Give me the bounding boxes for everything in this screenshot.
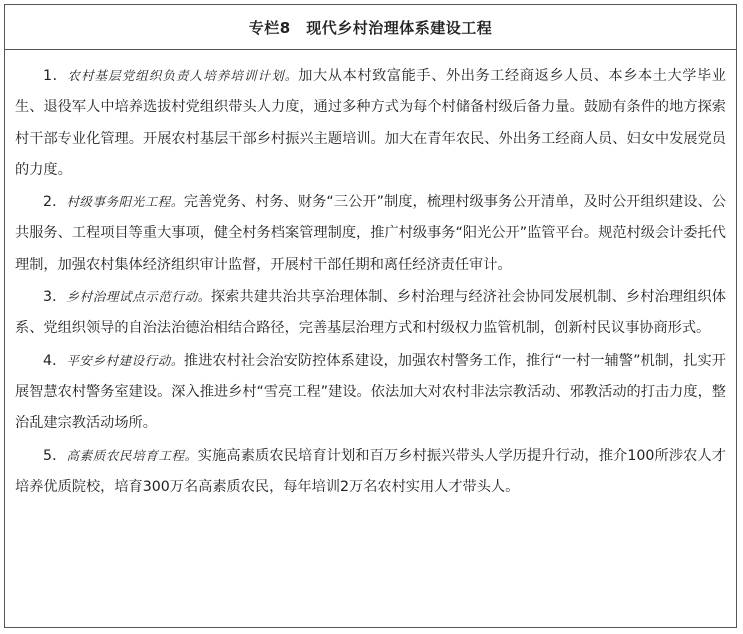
item-body: 加大从本村致富能手、外出务工经商返乡人员、本乡本土大学毕业生、退役军人中培养选拔村党组织带头人力度，通过多种方式为每个村储备村级后备力量。鼓励有条件的地方探索村干部专业化管理。开展农村基层干部乡村振兴主题培训。加大在青年农民、外出务工经商人员、妇女中发展党员的力度。 — [15, 68, 726, 178]
content — [5, 50, 736, 503]
item-number: 1． — [43, 68, 68, 84]
item-heading: 乡村治理试点示范行动。 — [66, 289, 211, 305]
item-body: 推进农村社会治安防控体系建设，加强农村警务工作，推行“一村一辅警”机制，扎实开展智慧农村警务室建设。深入推进乡村“雪亮工程”建设。依法加大对农村非法宗教活动、邪教活动的打击力度，整治乱建宗教活动场所。 — [15, 352, 726, 432]
item-number: 3． — [43, 289, 67, 306]
item-heading: 农村基层党组织负责人培养培训计划。 — [67, 68, 299, 83]
item-heading: 村级事务阳光工程。 — [66, 194, 184, 210]
item-body: 实施高素质农民培育计划和百万乡村振兴带头人学历提升行动，推介100所涉农人才培养优质院校，培育300万名高素质农民，每年培训2万名农村实用人才带头人。 — [15, 447, 726, 495]
item-paragraph — [15, 440, 726, 504]
item-paragraph — [15, 281, 726, 345]
item-heading: 平安乡村建设行动。 — [66, 352, 184, 368]
item-number: 5． — [43, 447, 67, 464]
item-number: 2． — [43, 194, 67, 211]
item-paragraph — [15, 345, 726, 440]
item-body: 完善党务、村务、财务“三公开”制度，梳理村级事务公开清单，及时公开组织建设、公共服务、工程项目等重大事项，健全村务档案管理制度，推广村级事务“阳光公开”监管平台。规范村级会计委托代理制，加强农村集体经济组织审计监督，开展村干部任期和离任经济责任审计。 — [15, 194, 726, 273]
column-box — [4, 4, 737, 628]
title-row — [5, 5, 736, 50]
item-body: 探索共建共治共享治理体制、乡村治理与经济社会协同发展机制、乡村治理组织体系、党组织领导的自治法治德治相结合路径，完善基层治理方式和村级权力监管机制，创新村民议事协商形式。 — [15, 289, 726, 337]
item-number: 4． — [43, 352, 67, 369]
item-paragraph — [15, 186, 726, 281]
item-paragraph — [15, 60, 726, 186]
box-title: 专栏8 现代乡村治理体系建设工程 — [248, 18, 493, 37]
item-heading: 高素质农民培育工程。 — [66, 447, 198, 463]
